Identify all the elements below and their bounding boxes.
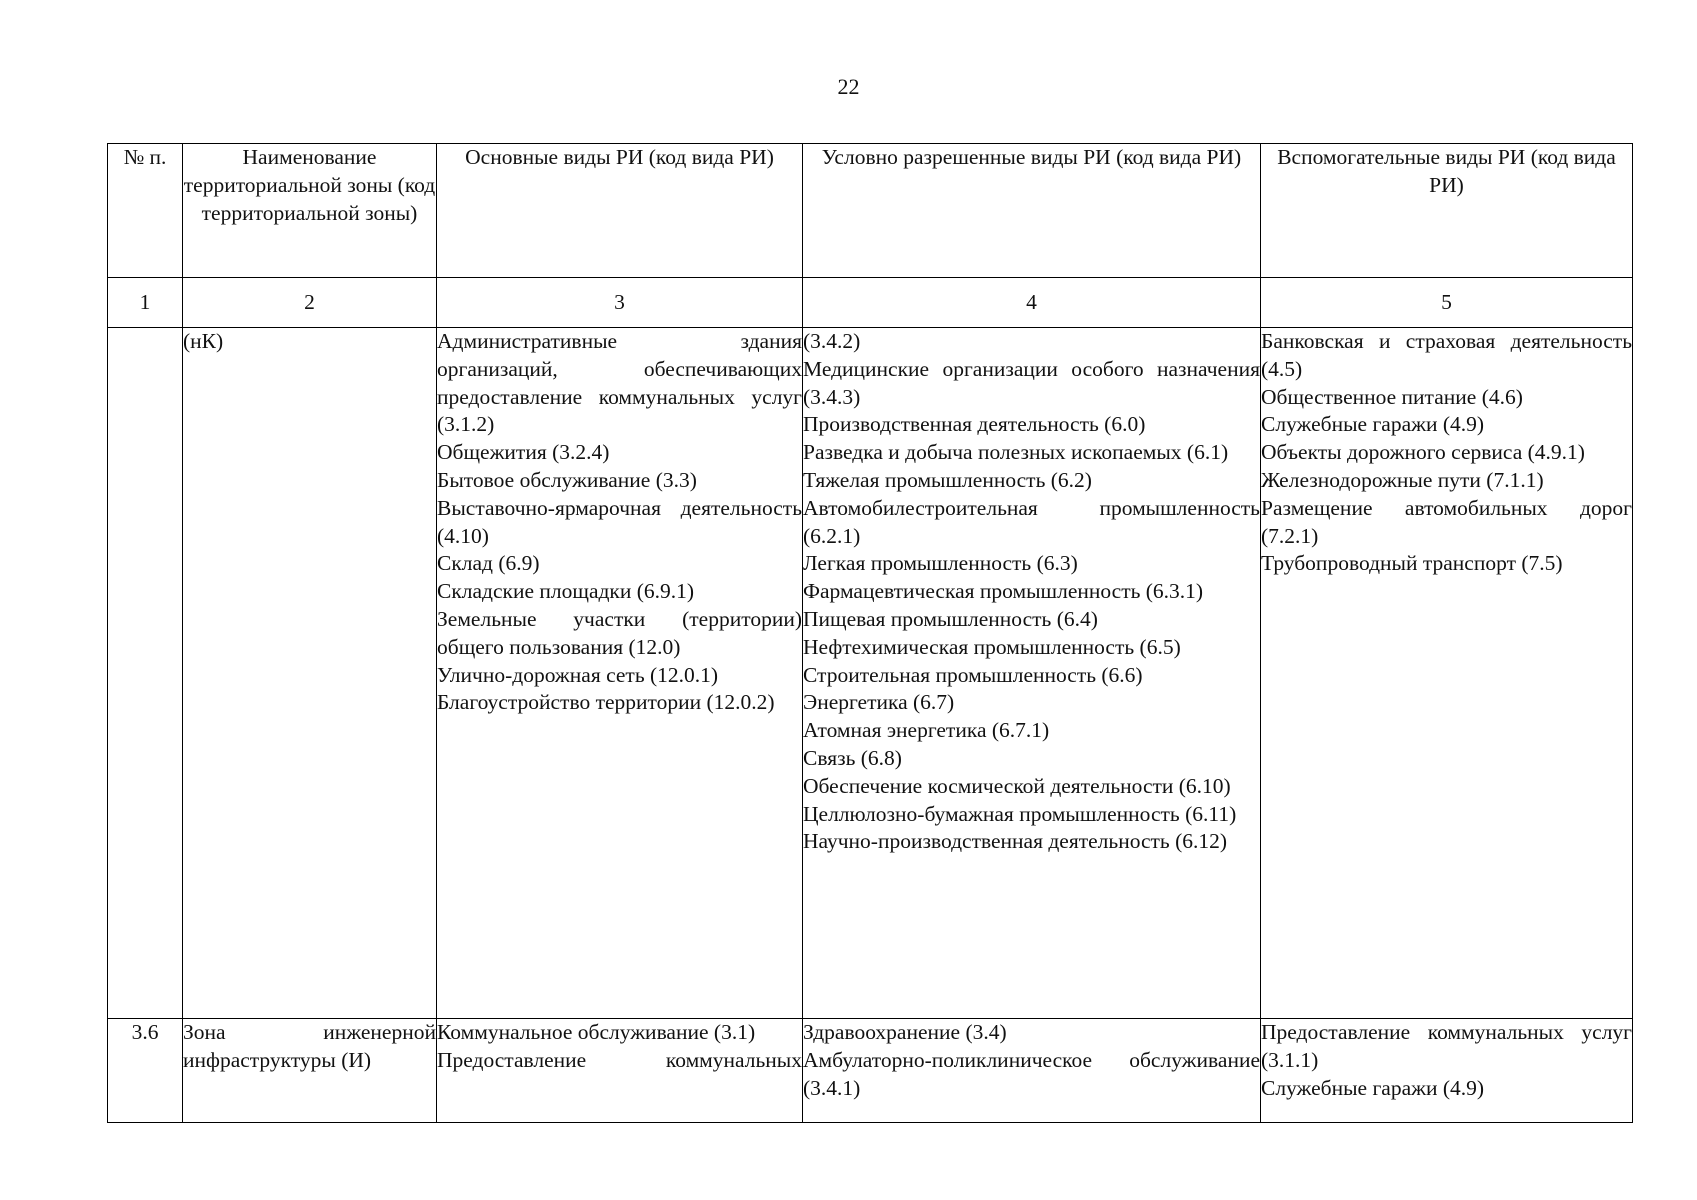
table-header-row: [108, 144, 1633, 278]
column-number-row: [108, 278, 1633, 328]
column-number: 4: [803, 278, 1261, 328]
list-item: Склад (6.9): [437, 551, 540, 576]
page-number: 22: [837, 74, 860, 99]
list-item: Коммунальное обслуживание (3.1): [437, 1020, 756, 1044]
list-item: Здравоохранение (3.4): [803, 1020, 1007, 1044]
row-number: 3.6: [108, 1019, 183, 1123]
list-item: Научно-производственная деятельность (6.12): [803, 829, 1228, 854]
column-number: 5: [1261, 278, 1633, 328]
zone-name-text: Зона инженерной инфраструктуры (И): [183, 1020, 436, 1072]
list-item: Размещение автомобильных дорог (7.2.1): [1261, 495, 1632, 548]
list-item: Автомобилестроительная промышленность (6.2.1): [803, 495, 1260, 548]
list-item: Трубопроводный транспорт (7.5): [1261, 551, 1563, 576]
zone-name: [183, 1019, 437, 1123]
auxiliary-uses-cell: [1261, 328, 1633, 1019]
zones-table: [107, 143, 1633, 1123]
list-item: Предоставление коммунальных услуг (3.1.1): [1261, 1020, 1632, 1072]
list-item: Строительная промышленность (6.6): [803, 662, 1143, 687]
row-number: [108, 328, 183, 1019]
list-item: Пищевая промышленность (6.4): [803, 606, 1098, 631]
list-item: Складские площадки (6.9.1): [437, 579, 695, 604]
column-number: 3: [437, 278, 803, 328]
header-conditional-uses: Условно разрешенные виды РИ (код вида РИ): [803, 144, 1261, 278]
list-item: Служебные гаражи (4.9): [1261, 1075, 1485, 1100]
zone-name-text: (нК): [183, 329, 224, 353]
list-item: Фармацевтическая промышленность (6.3.1): [803, 579, 1204, 604]
list-item: Целлюлозно-бумажная промышленность (6.11): [803, 801, 1237, 826]
list-item: Нефтехимическая промышленность (6.5): [803, 634, 1181, 659]
list-item: Энергетика (6.7): [803, 690, 955, 715]
list-item: Связь (6.8): [803, 745, 902, 770]
table-row: [108, 1019, 1633, 1123]
list-item: Тяжелая промышленность (6.2): [803, 467, 1092, 492]
main-uses-cell: [437, 1019, 803, 1123]
list-item: Банковская и страховая деятельность (4.5): [1261, 329, 1632, 381]
list-item: Легкая промышленность (6.3): [803, 551, 1078, 576]
auxiliary-uses-cell: [1261, 1019, 1633, 1123]
conditional-uses-cell: [803, 1019, 1261, 1123]
list-item: Выставочно-ярмарочная деятельность (4.10): [437, 495, 802, 548]
column-number: 2: [183, 278, 437, 328]
list-item: Разведка и добыча полезных ископаемых (6.1): [803, 440, 1229, 465]
header-zone-name: Наименование территориальной зоны (код территориальной зоны): [183, 144, 437, 278]
table-row: [108, 328, 1633, 1019]
list-item: Административные здания организаций, обеспечивающих предоставление коммунальных услуг (3.1.2): [437, 329, 802, 437]
list-item: Объекты дорожного сервиса (4.9.1): [1261, 440, 1585, 465]
list-item: Железнодорожные пути (7.1.1): [1261, 467, 1544, 492]
list-item: Общественное питание (4.6): [1261, 384, 1523, 409]
list-item: (3.4.2): [803, 329, 861, 353]
list-item: Бытовое обслуживание (3.3): [437, 467, 697, 492]
list-item: Обеспечение космической деятельности (6.10): [803, 773, 1231, 798]
list-item: Улично-дорожная сеть (12.0.1): [437, 662, 719, 687]
list-item: Общежития (3.2.4): [437, 440, 610, 465]
list-item: Медицинские организации особого назначения (3.4.3): [803, 356, 1260, 409]
list-item: Производственная деятельность (6.0): [803, 412, 1146, 437]
list-item: Предоставление коммунальных: [437, 1047, 802, 1072]
zone-name: [183, 328, 437, 1019]
list-item: Атомная энергетика (6.7.1): [803, 718, 1050, 743]
list-item: Благоустройство территории (12.0.2): [437, 690, 775, 715]
header-main-uses: Основные виды РИ (код вида РИ): [437, 144, 803, 278]
list-item: Служебные гаражи (4.9): [1261, 412, 1485, 437]
list-item: Земельные участки (территории) общего пользования (12.0): [437, 606, 802, 659]
conditional-uses-cell: [803, 328, 1261, 1019]
column-number: 1: [108, 278, 183, 328]
header-auxiliary-uses: Вспомогательные виды РИ (код вида РИ): [1261, 144, 1633, 278]
main-uses-cell: [437, 328, 803, 1019]
header-number: № п.: [108, 144, 183, 278]
list-item: Амбулаторно-поликлиническое обслуживание (3.4.1): [803, 1047, 1260, 1100]
